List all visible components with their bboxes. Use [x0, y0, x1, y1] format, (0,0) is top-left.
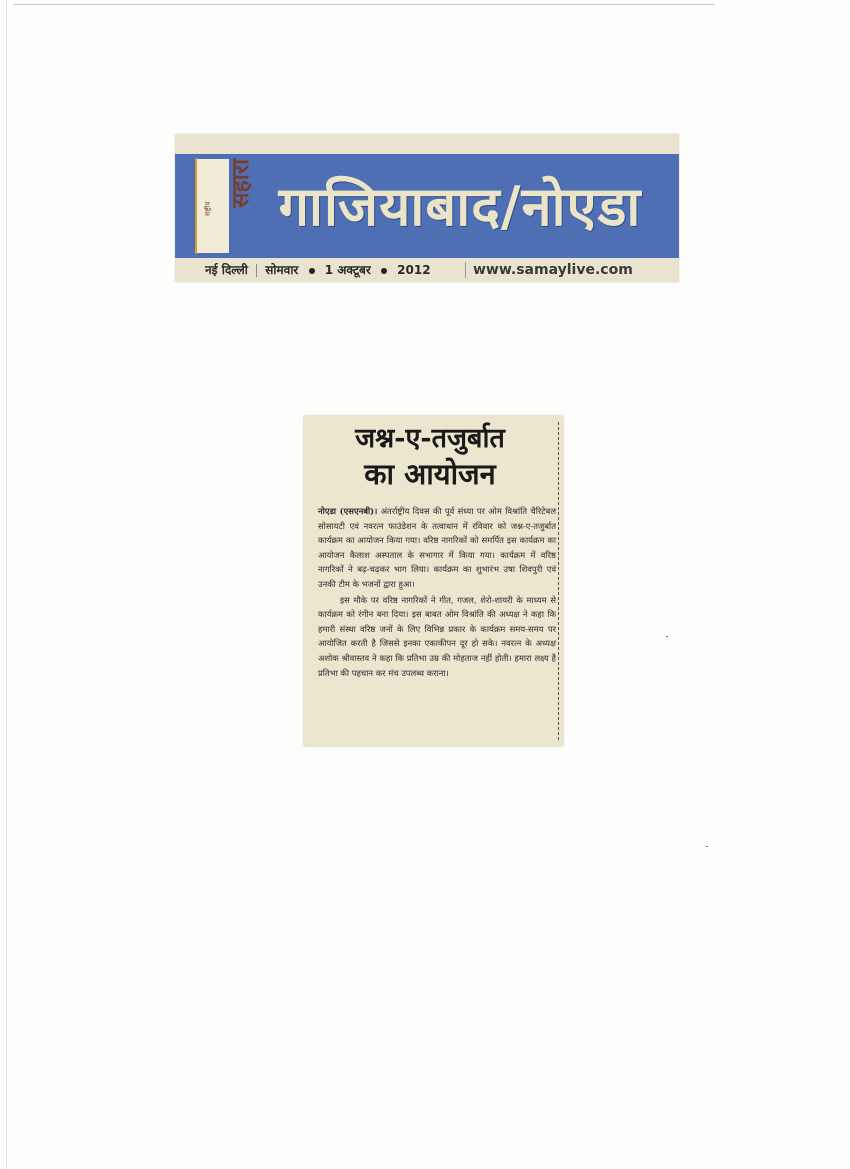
scan-speck [666, 636, 668, 637]
year: 2012 [397, 263, 431, 277]
headline-line-2: का आयोजन [364, 457, 496, 491]
city-name: नई दिल्ली [205, 263, 248, 277]
column-rule [558, 422, 559, 740]
bullet-dot [309, 268, 315, 274]
article-clipping [304, 416, 563, 746]
separator-bar [256, 264, 257, 277]
logo-small-text: राष्ट्रीय [204, 201, 212, 216]
article-body [318, 504, 556, 680]
masthead-dateline [205, 260, 431, 280]
bullet-dot [381, 268, 387, 274]
weekday: सोमवार [265, 263, 299, 277]
date: 1 अक्टूबर [324, 263, 371, 277]
article-dateline: नोएडा (एसएनबी)। [318, 506, 378, 516]
newspaper-logo [196, 158, 254, 253]
logo-accent-bar [195, 158, 197, 254]
scan-speck [706, 846, 708, 847]
scan-edge-line [6, 0, 7, 1169]
website-url: www.samaylive.com [473, 262, 633, 278]
article-paragraph: इस मौके पर वरिष्ठ नागरिकों ने गीत, गजल, शेरो-शायरी के माध्यम से कार्यक्रम को रंगीन बना दिया। इस बाबत ओम विश्रांति की अध्यक्ष ने कहा कि हमारी संस्था वरिष्ठ जनों के लिए विभिन्न प्रकार के कार्यक्रम समय-समय पर आयोजित करती है जिससे इनका एकाकीपन दूर हो सके। नवरत्न के अध्यक्ष अशोक श्रीवास्तव ने कहा कि प्रतिभा उम्र की मोहताज नहीं होती। हमारा लक्ष्य है प्रतिभा की पहचान कर मंच उपलब्ध कराना। [318, 594, 556, 678]
newspaper-masthead-clipping [175, 134, 679, 282]
masthead-divider [465, 262, 466, 278]
scan-edge-line [14, 4, 714, 5]
headline-line-1: जश्न-ए-तजुर्बात [355, 423, 505, 454]
article-headline [310, 422, 550, 492]
edition-title: गाजियाबाद/नोएडा [278, 175, 642, 238]
paragraph-1-text: अंतर्राष्ट्रीय दिवस की पूर्व संध्या पर ओम विश्रांति चैरिटेबल सोसायटी एवं नवरत्न फाउंडेशन के तत्वाधान में रविवार को जश्न-ए-तजुर्बात कार्यक्रम का आयोजन किया गया। वरिष्ठ नागरिकों को समर्पित इस कार्यक्रम का आयोजन कैलाश अस्पताल के सभागार में किया गया। कार्यक्रम में वरिष्ठ नागरिकों ने बढ़-चढ़कर भाग लिया। कार्यक्रम का शुभारंभ उषा शिवपुरी एवं उनकी टीम के भजनों द्वारा हुआ। [318, 506, 556, 589]
logo-main-text: सहारा [228, 158, 254, 208]
article-paragraph [318, 504, 556, 592]
